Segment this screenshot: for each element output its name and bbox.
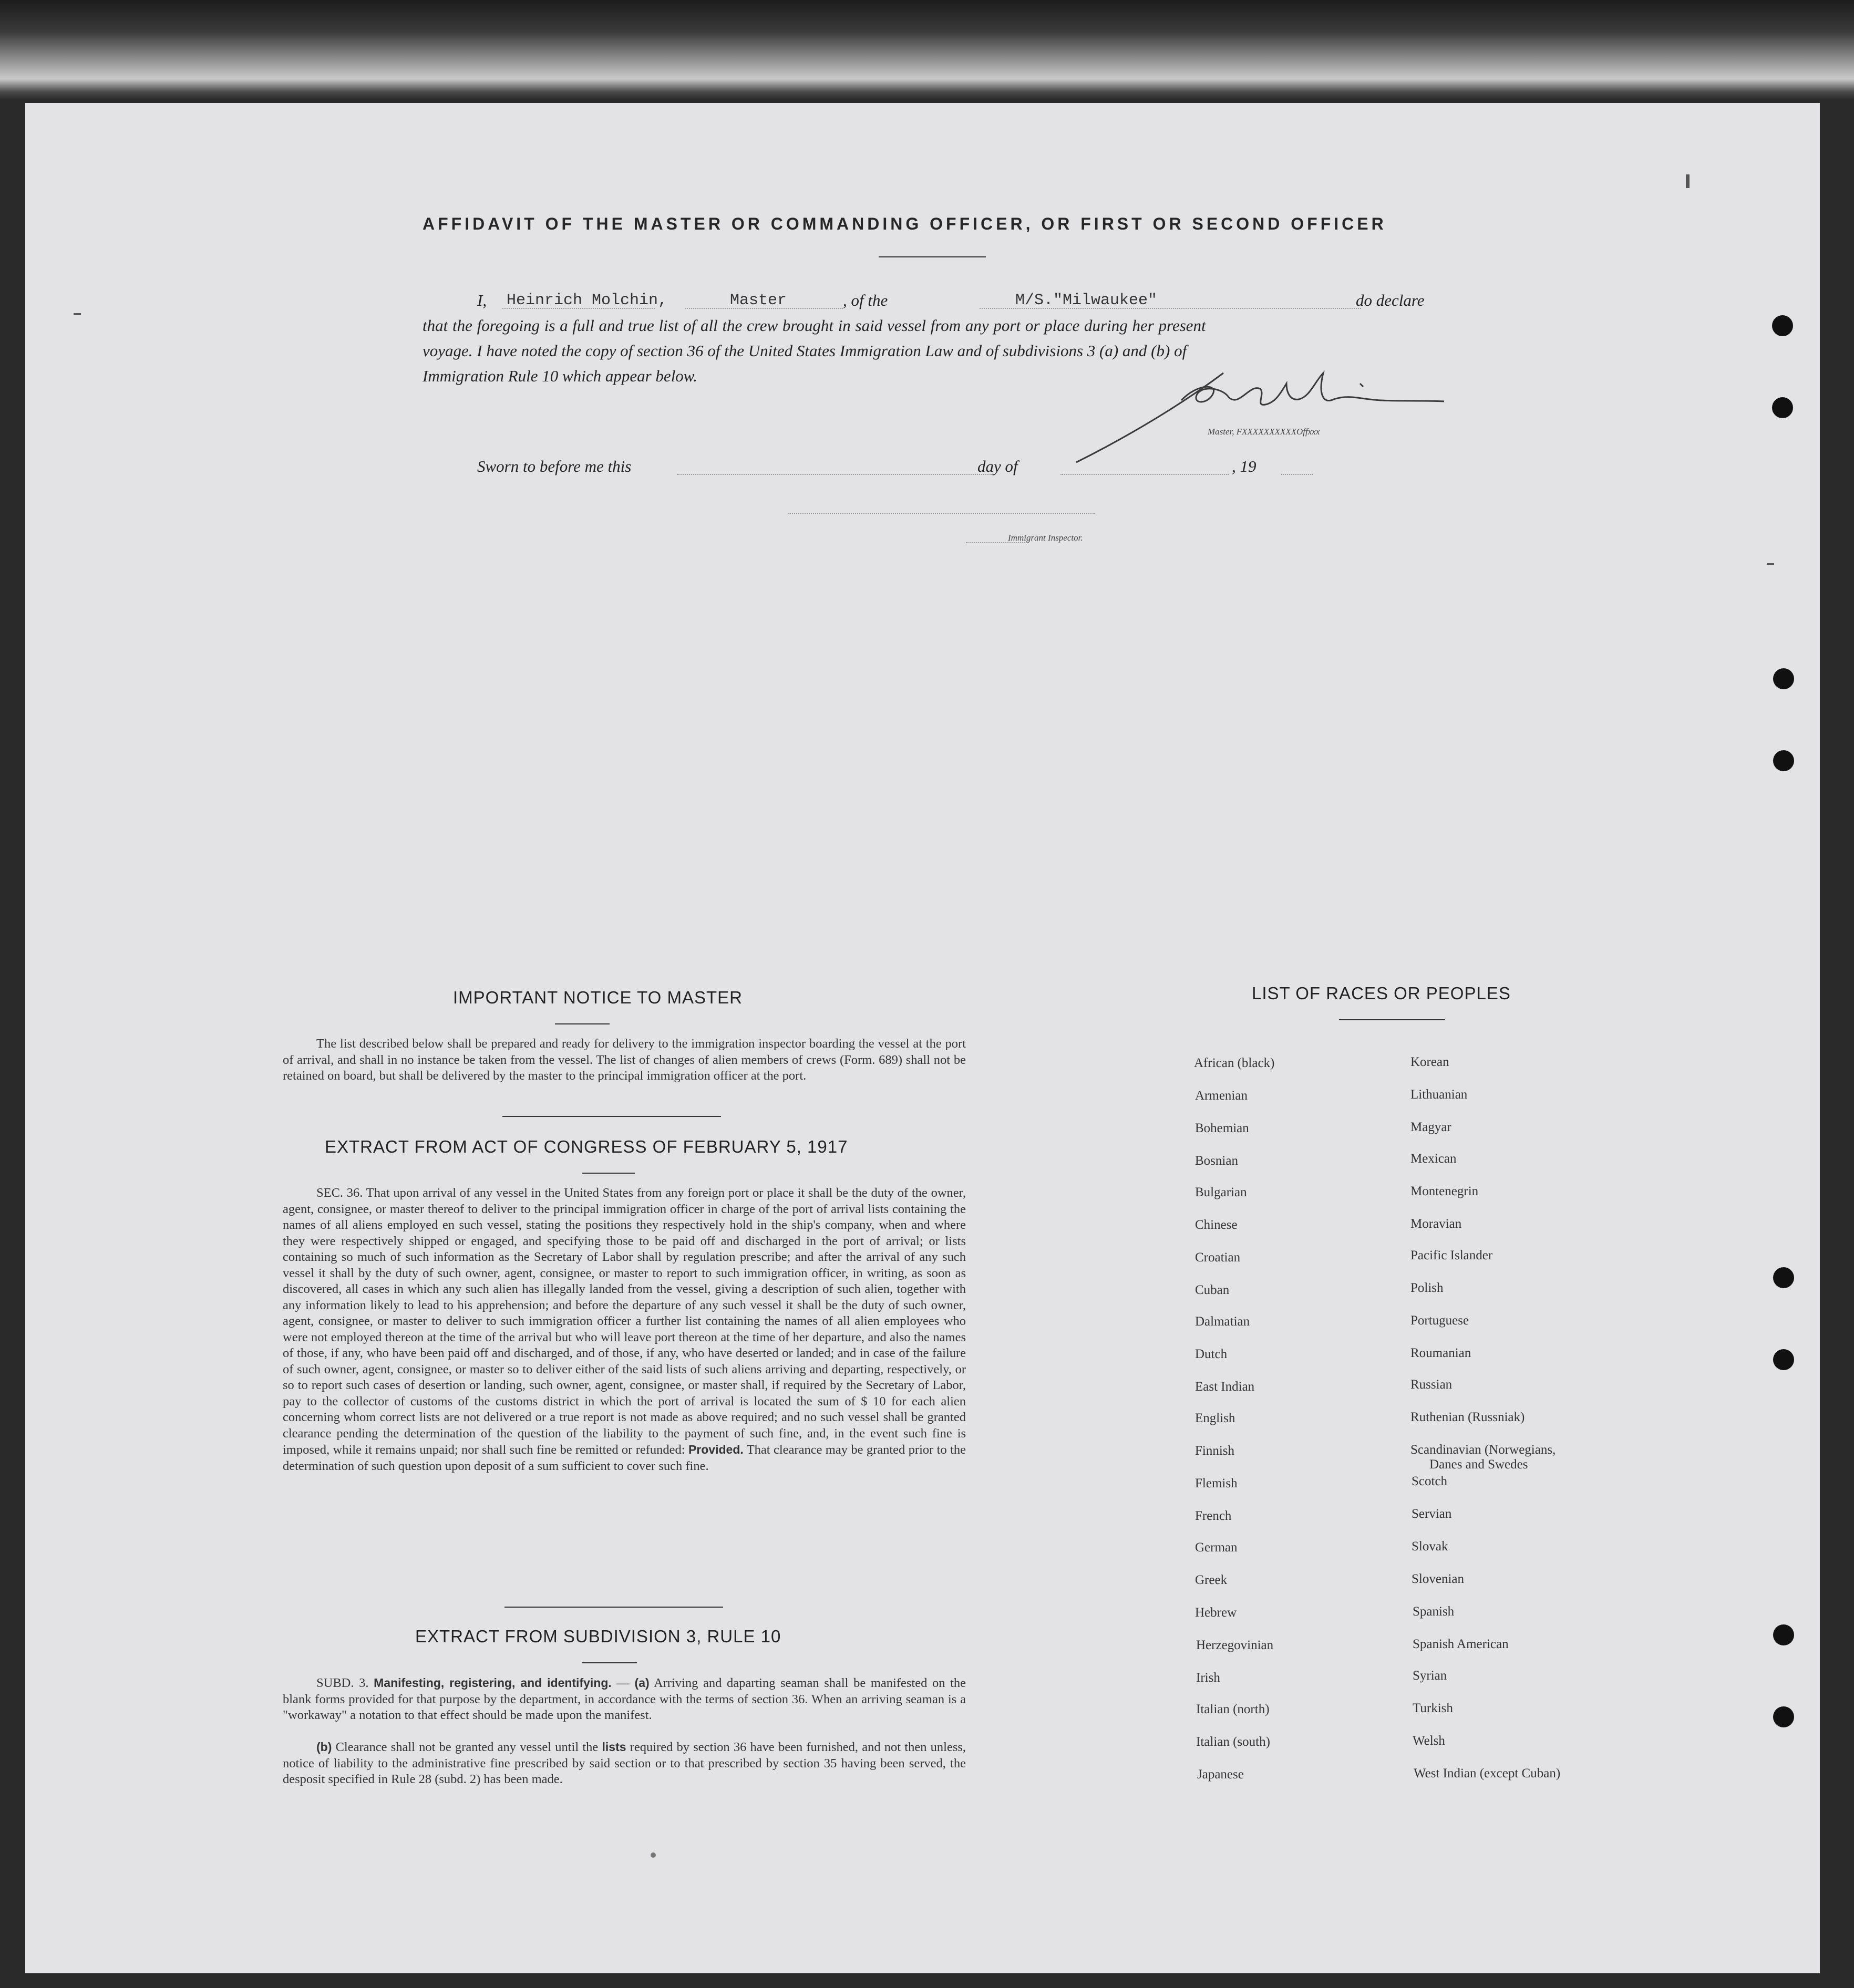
affidavit-title: AFFIDAVIT OF THE MASTER OR COMMANDING OFFICER, OR FIRST OR SECOND OFFICER <box>423 214 1387 233</box>
day-of-label: day of <box>977 457 1018 475</box>
race-col2-item: Lithuanian <box>1410 1088 1468 1102</box>
race-col2-item: Korean <box>1410 1055 1449 1069</box>
race-col2-item: Magyar <box>1410 1120 1451 1134</box>
affidavit-line-2: that the foregoing is a full and true list of all the crew brought in said vessel from any port or place during her present <box>423 316 1206 335</box>
race-col1-item: Flemish <box>1195 1476 1238 1490</box>
binder-hole-6 <box>1773 1349 1794 1370</box>
binder-hole-1 <box>1772 315 1793 336</box>
race-col1-item: East Indian <box>1195 1380 1255 1394</box>
race-col1-item: Irish <box>1196 1671 1220 1685</box>
pronoun-i: I, <box>477 291 487 309</box>
binder-hole-2 <box>1772 397 1793 418</box>
act-underline <box>582 1173 635 1174</box>
year-label: , 19 <box>1232 457 1256 475</box>
race-col2-item: Polish <box>1410 1281 1444 1295</box>
race-col2-item: Mexican <box>1410 1152 1457 1166</box>
race-col2-item: Russian <box>1410 1378 1453 1392</box>
affidavit-line-3: voyage. I have noted the copy of section 36 of the United States Immigration Law and of subdivisions 3 (a) and (b) of <box>423 341 1187 360</box>
race-col1-item: Hebrew <box>1195 1606 1237 1620</box>
inspector-caption: Immigrant Inspector. <box>1008 533 1083 543</box>
race-col1-item: Italian (south) <box>1196 1735 1270 1749</box>
race-col1-item: Dalmatian <box>1195 1314 1250 1329</box>
race-col2-item: Spanish American <box>1413 1637 1509 1651</box>
scan-mark <box>1767 563 1774 565</box>
race-col2-item: Roumanian <box>1410 1346 1471 1360</box>
rank-field: Master <box>730 292 787 309</box>
race-col1-item: German <box>1195 1540 1238 1555</box>
races-underline <box>1339 1019 1445 1020</box>
race-col2-item: Welsh <box>1413 1734 1445 1748</box>
race-col2-item: Danes and Swedes <box>1429 1457 1528 1472</box>
scanner-top-edge <box>0 0 1854 100</box>
rule10-text-b: (b) Clearance shall not be granted any vessel until the lists required by section 36 have been furnished, and not then unless, notice of liability to the administrative fine prescribed by said section or to that prescribed by section 35 having been served, the desposit specified in Rule 28 (subd. 2) has been made. <box>283 1740 966 1786</box>
of-the-label: , of the <box>843 291 888 309</box>
notice-underline <box>555 1023 610 1024</box>
provided-keyword: Provided. <box>688 1443 744 1456</box>
race-col1-item: Armenian <box>1195 1089 1248 1103</box>
race-col2-item: West Indian (except Cuban) <box>1414 1766 1561 1780</box>
act-text: SEC. 36. That upon arrival of any vessel in the United States from any foreign port or place it shall be the duty of the owner, agent, consignee, or master thereof to deliver to the principal immigration officer in charge of the port of arrival lists containing the names of all aliens employed en such vessel, stating the positions they respectively hold in the ship's company, when and where they were respectively shipped or engaged, and specifying those to be paid off and discharged in the port of arrival; or lists containing so much of such information as the Secretary of Labor shall by regulation prescribe; and after the arrival of any such vessel it shall by the duty of such owner, agent, consignee, or master to report to such immigration officer, in writing, as soon as discovered, all cases in which any such alien has illegally landed from the vessel, giving a description of such alien, together with any information likely to lead to his apprehension; and before the departure of any such vessel it shall be the duty of such owner, agent, consignee, or master to deliver to such immigration officer a further list containing the names of all alien employees who were not employed thereon at the time of the arrival but who will leave port thereon at the time of her departure, and also the names of those, if any, who have been paid off and discharged, and of those, if any, who have deserted or landed; and in case of the failure of such owner, agent, consignee, or master so to deliver either of the said lists of such aliens arriving and departing, respectively, or so to report such cases of desertion or landing, such owner, agent, consignee, or master shall, if required by the Secretary of Labor, pay to the collector of customs of the customs district in which the port of arrival is located the sum of $ 10 for each alien concerning whom correct lists are not delivered or a true report is not made as above required; and no such vessel shall be granted clearance pending the determination of the question of the liability to the payment of such fine, and, in the event such fine is imposed, while it remains unpaid; nor shall such fine be remitted or refunded: Provided. That clearance may be granted prior to the determination of such question upon deposit of a sum sufficient to cover such fine. <box>283 1186 966 1473</box>
binder-hole-3 <box>1773 668 1794 689</box>
race-col1-item: Italian (north) <box>1196 1702 1270 1716</box>
signature-caption: Master, FXXXXXXXXXXOffxxx <box>1208 427 1320 437</box>
scan-mark <box>74 313 81 315</box>
race-col2-item: Slovenian <box>1412 1572 1464 1586</box>
race-col2-item: Ruthenian (Russniak) <box>1410 1410 1525 1424</box>
sworn-label: Sworn to before me this <box>477 457 632 475</box>
race-col2-item: Portuguese <box>1410 1313 1469 1328</box>
race-col1-item: Japanese <box>1197 1767 1244 1782</box>
race-col2-item: Moravian <box>1410 1217 1462 1231</box>
race-col2-item: Pacific Islander <box>1410 1248 1493 1262</box>
race-col1-item: Bosnian <box>1195 1154 1238 1168</box>
races-title: LIST OF RACES OR PEOPLES <box>1252 983 1511 1003</box>
inspector-signature-line <box>788 513 1095 514</box>
race-col1-item: Bulgarian <box>1195 1185 1247 1199</box>
binder-hole-8 <box>1773 1706 1794 1727</box>
race-col2-item: Slovak <box>1412 1539 1448 1554</box>
notice-title: IMPORTANT NOTICE TO MASTER <box>453 988 743 1007</box>
rule10-text-a: SUBD. 3. Manifesting, registering, and identifying. — (a) Arriving and daparting seaman shall be manifested on the blank forms provided for that purpose by the department, in accordance with the terms of section 36. When an arriving seaman is a "workaway" a notation to that effect should be made upon the manifest. <box>283 1676 966 1722</box>
race-col1-item: Greek <box>1195 1573 1228 1587</box>
master-name-field: Heinrich Molchin, <box>507 292 668 309</box>
sworn-line <box>477 454 1318 479</box>
affidavit-line-1 <box>423 288 1442 313</box>
race-col1-item: French <box>1195 1509 1232 1523</box>
act-title: EXTRACT FROM ACT OF CONGRESS OF FEBRUARY 5, 1917 <box>325 1137 848 1156</box>
do-declare-label: do declare <box>1356 291 1425 309</box>
race-col2-item: Scandinavian (Norwegians, <box>1410 1443 1556 1457</box>
race-col1-item: Bohemian <box>1195 1121 1249 1135</box>
race-col1-item: Cuban <box>1195 1283 1230 1297</box>
rule10-title: EXTRACT FROM SUBDIVISION 3, RULE 10 <box>415 1627 781 1646</box>
race-col1-item: English <box>1195 1411 1235 1425</box>
section-divider <box>502 1116 721 1117</box>
race-col2-item: Turkish <box>1413 1701 1453 1715</box>
scan-mark <box>651 1852 656 1858</box>
binder-hole-7 <box>1773 1624 1794 1645</box>
scan-mark <box>1686 174 1690 188</box>
race-col2-item: Scotch <box>1412 1474 1448 1488</box>
binder-hole-5 <box>1773 1267 1794 1288</box>
title-underline <box>879 256 986 257</box>
notice-text: The list described below shall be prepared and ready for delivery to the immigration inspector boarding the vessel at the port of arrival, and shall in no instance be taken from the vessel. The list of changes of alien members of crews (Form. 689) shall not be retained on board, but shall be delivered by the master to the principal immigration officer at the port. <box>283 1037 966 1083</box>
race-col2-item: Servian <box>1412 1507 1452 1521</box>
rule10-underline <box>582 1662 637 1663</box>
affidavit-line-4: Immigration Rule 10 which appear below. <box>423 367 697 385</box>
race-col1-item: Finnish <box>1195 1444 1235 1458</box>
vessel-name-field: M/S."Milwaukee" <box>1015 292 1158 309</box>
race-col1-item: Chinese <box>1195 1218 1238 1232</box>
race-col1-item: African (black) <box>1194 1056 1275 1070</box>
race-col1-item: Dutch <box>1195 1347 1228 1361</box>
binder-hole-4 <box>1773 750 1794 771</box>
race-col2-item: Montenegrin <box>1410 1184 1479 1198</box>
master-signature <box>1066 363 1539 468</box>
race-col1-item: Herzegovinian <box>1196 1638 1274 1652</box>
section-divider <box>504 1607 723 1608</box>
race-col2-item: Syrian <box>1413 1669 1447 1683</box>
race-col1-item: Croatian <box>1195 1250 1241 1265</box>
race-col2-item: Spanish <box>1413 1604 1455 1619</box>
document-page <box>25 103 1820 1973</box>
